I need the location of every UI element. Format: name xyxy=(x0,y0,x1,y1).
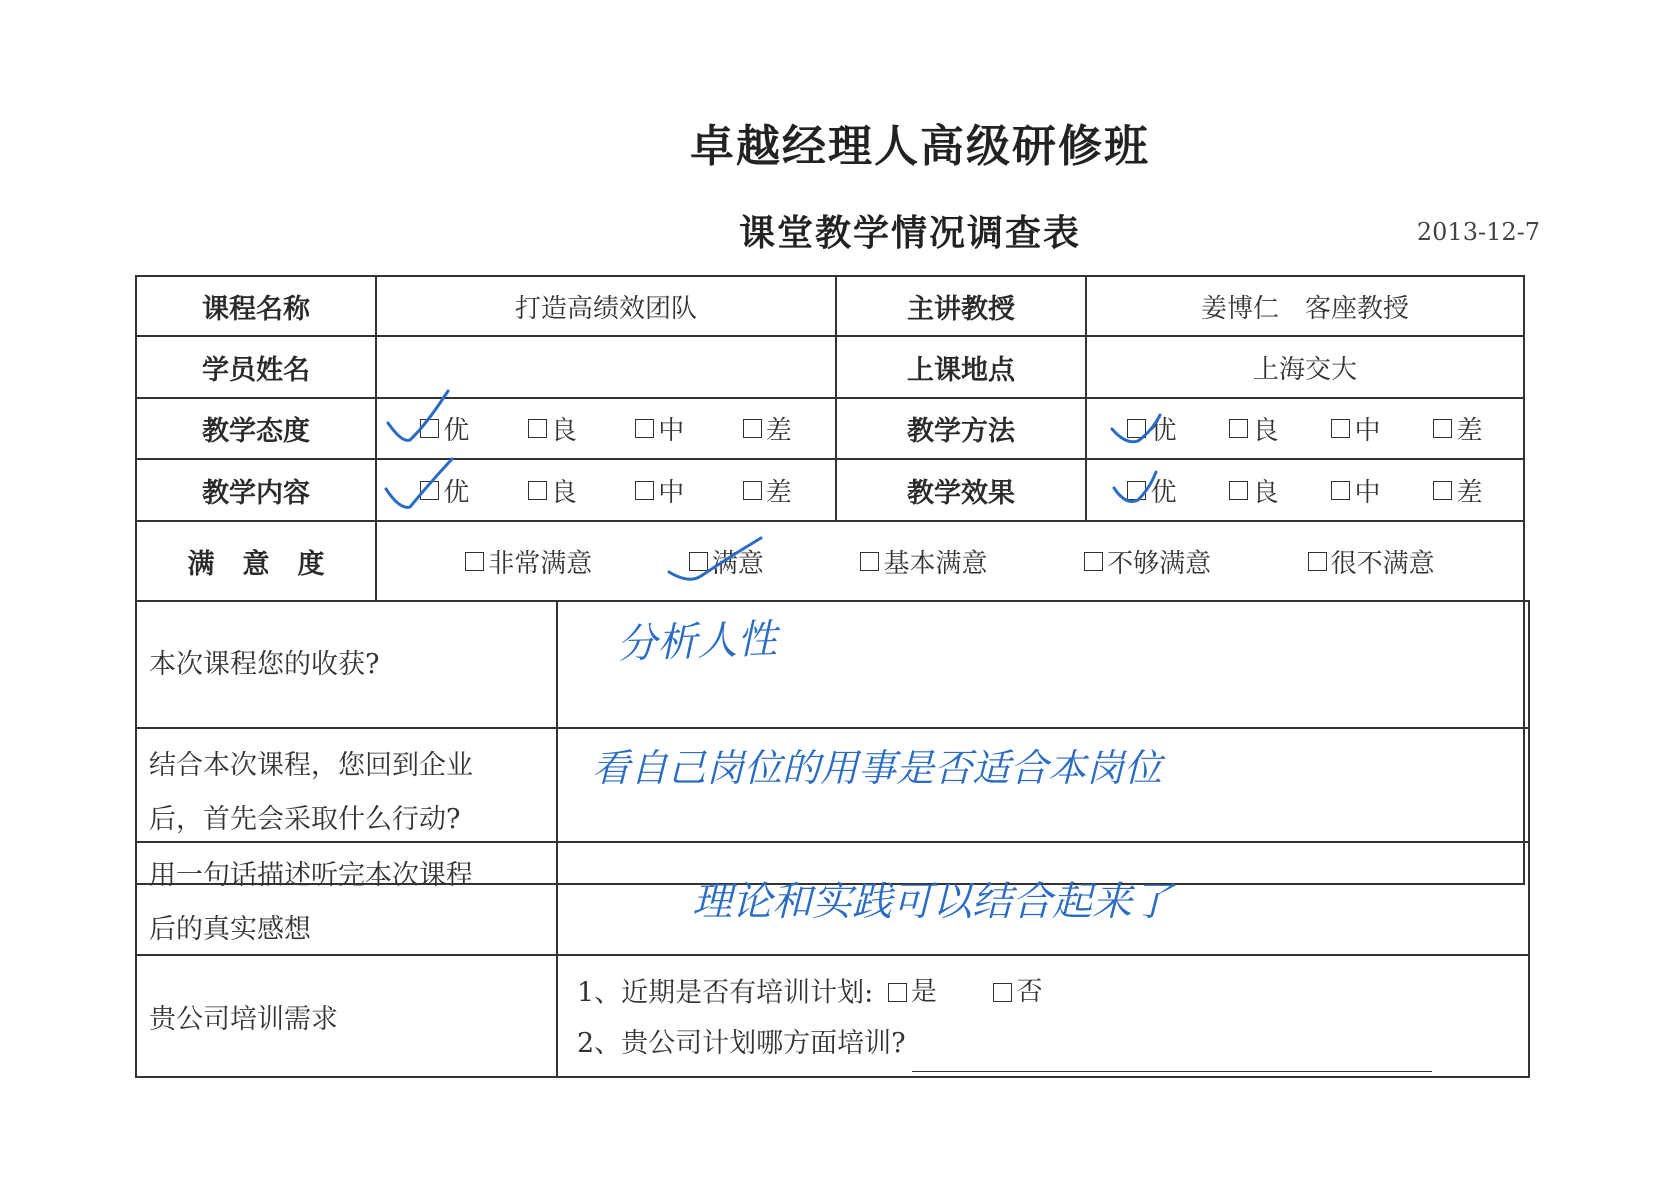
lecturer-label: 主讲教授 xyxy=(907,293,1015,325)
training-plan-label: 1、近期是否有培训计划: xyxy=(577,977,874,1009)
question-feeling-line2: 后的真实感想 xyxy=(149,914,311,945)
attitude-option-excellent[interactable]: 优 xyxy=(420,410,469,447)
checkbox-icon[interactable] xyxy=(1331,481,1350,500)
satisfaction-option-satisfied[interactable]: 满意 xyxy=(689,543,764,580)
training-area-field[interactable] xyxy=(912,1045,1432,1072)
content-option-poor[interactable]: 差 xyxy=(743,472,792,509)
attitude-option-poor[interactable]: 差 xyxy=(743,410,792,447)
answer-action[interactable]: 看自己岗位的用事是否适合本岗位 xyxy=(592,746,1163,790)
checkbox-icon[interactable] xyxy=(420,419,439,438)
training-area-question xyxy=(577,1016,1432,1072)
method-option-good[interactable]: 良 xyxy=(1229,410,1278,447)
question-feeling-line1: 用一句话描述听完本次课程 xyxy=(149,860,473,891)
content-options xyxy=(377,460,835,520)
location-label: 上课地点 xyxy=(907,354,1015,386)
answer-feeling[interactable]: 理论和实践可以结合起来了 xyxy=(692,879,1172,925)
method-label: 教学方法 xyxy=(907,416,1015,447)
method-options xyxy=(1087,399,1523,458)
checkbox-icon[interactable] xyxy=(635,419,654,438)
effect-option-good[interactable]: 良 xyxy=(1229,472,1278,509)
attitude-option-average[interactable]: 中 xyxy=(635,410,684,447)
checkbox-icon[interactable] xyxy=(743,419,762,438)
answer-gains[interactable]: 分析人性 xyxy=(616,616,778,668)
effect-option-average[interactable]: 中 xyxy=(1331,472,1380,509)
attitude-options xyxy=(377,399,835,458)
checkbox-icon[interactable] xyxy=(1433,481,1452,500)
checkbox-icon[interactable] xyxy=(528,419,547,438)
training-area-label: 2、贵公司计划哪方面培训? xyxy=(577,1028,906,1059)
checkbox-icon[interactable] xyxy=(635,481,654,500)
lecturer-value: 姜博仁 客座教授 xyxy=(1200,293,1409,324)
training-plan-question xyxy=(577,964,1043,1022)
satisfaction-label: 满意度 xyxy=(187,548,353,580)
checkbox-icon[interactable] xyxy=(743,481,762,500)
checkbox-icon[interactable] xyxy=(888,983,907,1002)
checkbox-icon[interactable] xyxy=(1331,419,1350,438)
attitude-option-good[interactable]: 良 xyxy=(528,410,577,447)
questions-table xyxy=(135,600,1530,1078)
checkbox-icon[interactable] xyxy=(993,983,1012,1002)
effect-option-excellent[interactable]: 优 xyxy=(1127,472,1176,509)
location-value: 上海交大 xyxy=(1252,354,1357,385)
question-action-line2: 后，首先会采取什么行动? xyxy=(149,804,461,835)
checkbox-icon[interactable] xyxy=(465,552,484,571)
satisfaction-options xyxy=(377,522,1523,600)
training-plan-yes[interactable]: 是 xyxy=(888,964,937,1020)
checkbox-icon[interactable] xyxy=(689,552,708,571)
effect-options xyxy=(1087,460,1523,520)
checkbox-icon[interactable] xyxy=(1433,419,1452,438)
content-option-average[interactable]: 中 xyxy=(635,472,684,509)
checkbox-icon[interactable] xyxy=(1127,481,1146,500)
satisfaction-option-basically-satisfied[interactable]: 基本满意 xyxy=(860,543,987,580)
question-gains: 本次课程您的收获? xyxy=(149,649,380,680)
checkbox-icon[interactable] xyxy=(528,481,547,500)
checkbox-icon[interactable] xyxy=(860,552,879,571)
student-name-label: 学员姓名 xyxy=(202,354,310,386)
content-option-excellent[interactable]: 优 xyxy=(420,472,469,509)
attitude-label: 教学态度 xyxy=(202,416,310,447)
satisfaction-option-very-dissatisfied[interactable]: 很不满意 xyxy=(1308,543,1435,580)
effect-option-poor[interactable]: 差 xyxy=(1433,472,1482,509)
training-plan-no[interactable]: 否 xyxy=(993,964,1042,1020)
method-option-average[interactable]: 中 xyxy=(1331,410,1380,447)
form-date: 2013-12-7 xyxy=(1416,218,1540,246)
content-option-good[interactable]: 良 xyxy=(528,472,577,509)
student-name-field[interactable] xyxy=(377,337,835,397)
question-action-line1: 结合本次课程，您回到企业 xyxy=(149,750,473,781)
checkbox-icon[interactable] xyxy=(420,481,439,500)
question-training-needs: 贵公司培训需求 xyxy=(149,1004,338,1035)
checkbox-icon[interactable] xyxy=(1127,419,1146,438)
satisfaction-option-not-enough[interactable]: 不够满意 xyxy=(1084,543,1211,580)
form-subtitle: 课堂教学情况调查表 xyxy=(738,213,1081,254)
content-label: 教学内容 xyxy=(202,477,310,509)
method-option-excellent[interactable]: 优 xyxy=(1127,410,1176,447)
effect-label: 教学效果 xyxy=(907,477,1015,509)
course-name-label: 课程名称 xyxy=(202,293,310,325)
method-option-poor[interactable]: 差 xyxy=(1433,410,1482,447)
checkbox-icon[interactable] xyxy=(1308,552,1327,571)
checkbox-icon[interactable] xyxy=(1229,419,1248,438)
satisfaction-option-very-satisfied[interactable]: 非常满意 xyxy=(465,543,592,580)
course-name-value: 打造高绩效团队 xyxy=(514,293,697,324)
form-title: 卓越经理人高级研修班 xyxy=(690,121,1150,172)
checkbox-icon[interactable] xyxy=(1229,481,1248,500)
checkbox-icon[interactable] xyxy=(1084,552,1103,571)
